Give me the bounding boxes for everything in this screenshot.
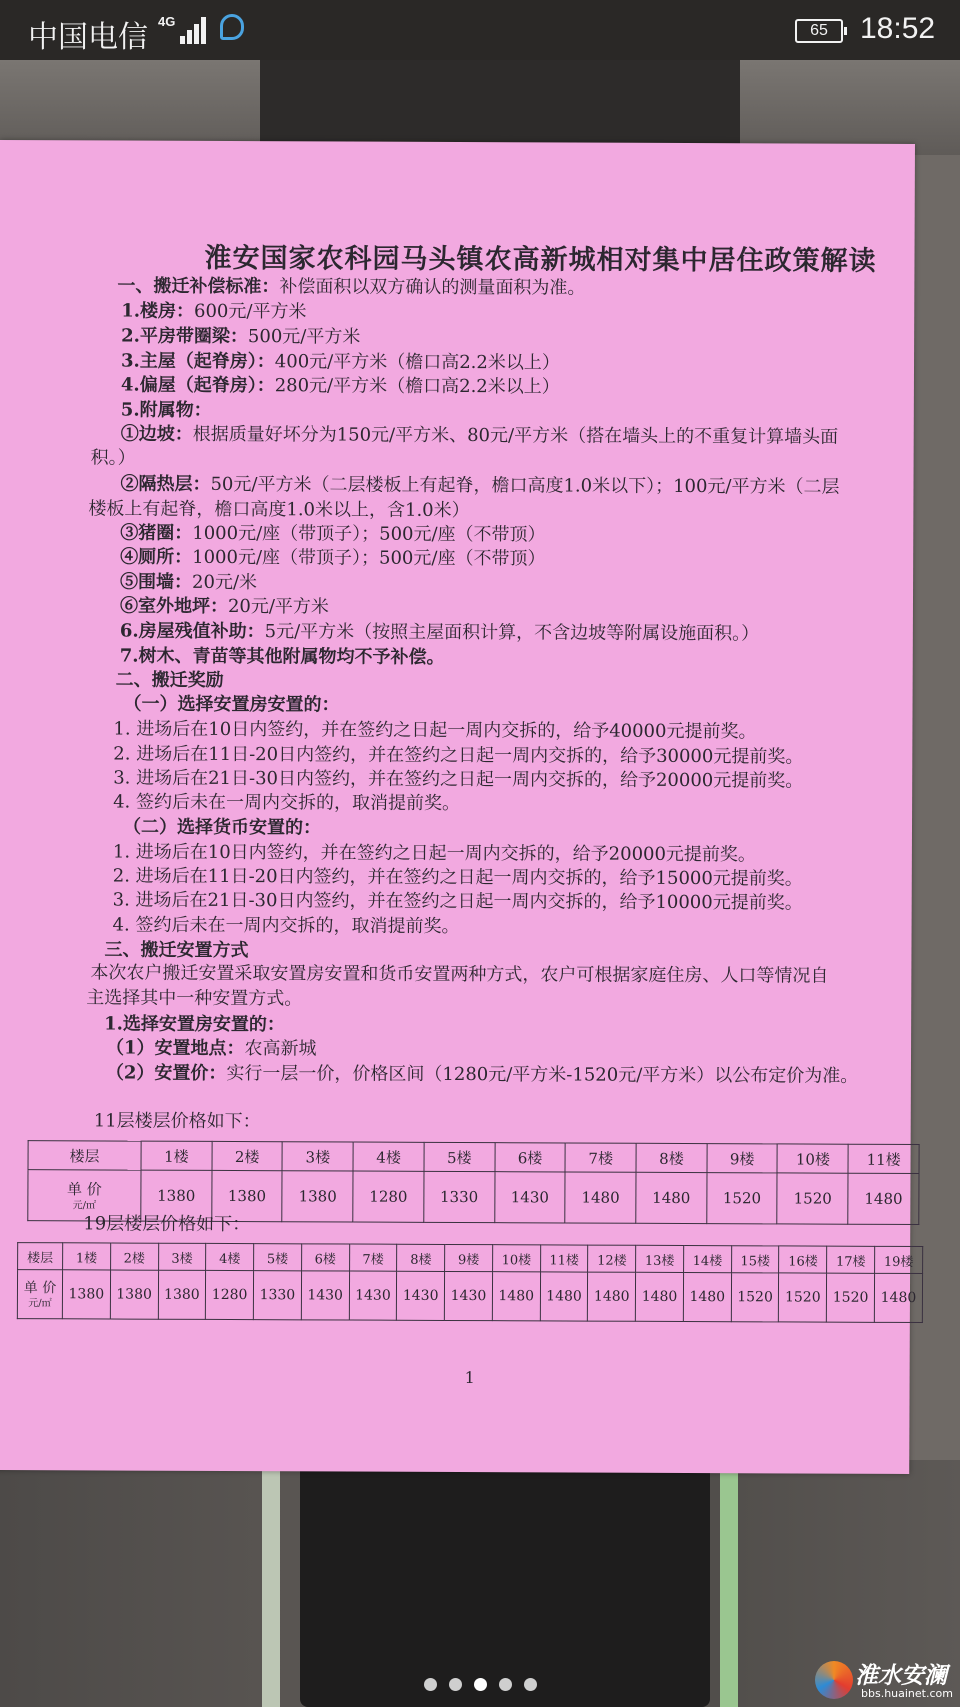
floor-cell: 8楼 (636, 1143, 707, 1172)
line-text: 5元/平方米（按照主屋面积计算，不含边坡等附属设施面积。） (264, 621, 760, 645)
chat-notification-icon (220, 14, 244, 40)
document-line (90, 962, 828, 987)
price-cell: 1330 (253, 1271, 301, 1320)
background-rail-left (262, 1462, 280, 1707)
line-heading: （2）安置价： (105, 1062, 227, 1084)
price-cell: 1520 (731, 1273, 779, 1322)
document-line (106, 1037, 317, 1060)
line-text: 3. 进场后在21日-30日内签约，并在签约之日起一周内交拆的，给予10000元提前奖。 (112, 889, 803, 914)
line-text: 3. 进场后在21日-30日内签约，并在签约之日起一周内交拆的，给予20000元提前奖。 (113, 767, 804, 792)
document-line (117, 276, 585, 300)
document-line (113, 914, 460, 938)
floor-cell: 5楼 (254, 1244, 302, 1271)
document-line (121, 375, 560, 399)
price-cell: 1480 (683, 1272, 731, 1321)
document-line (120, 474, 839, 499)
price-cell: 1520 (707, 1173, 778, 1224)
line-heading: （1）安置地点： (105, 1037, 245, 1060)
price-cell: 1430 (301, 1271, 349, 1320)
document-line (120, 596, 329, 619)
price-cell: 1520 (777, 1173, 848, 1224)
floor-cell: 7楼 (349, 1244, 397, 1271)
price-cell: 1480 (848, 1173, 919, 1224)
pager-dot[interactable] (449, 1678, 462, 1691)
floor-cell: 7楼 (565, 1143, 636, 1172)
floor-cell: 1楼 (141, 1141, 212, 1170)
price-cell: 1330 (424, 1171, 495, 1222)
floor-cell: 14楼 (684, 1245, 732, 1272)
floor-cell: 3楼 (158, 1243, 206, 1270)
line-text: 20元/米 (192, 571, 258, 594)
document-line (123, 694, 339, 717)
floor-cell: 1楼 (63, 1243, 111, 1270)
background-rail-right (720, 1462, 738, 1707)
price-cell: 1380 (62, 1270, 110, 1319)
line-heading: 3.主屋（起脊房）： (120, 350, 275, 373)
price-unit: 元/㎡ (72, 1199, 97, 1211)
document-line (113, 841, 756, 866)
line-text: 楼板上有起脊，檐口高度1.0米以上，含1.0米） (88, 498, 470, 522)
line-heading: ④厕所： (120, 546, 193, 568)
pager-dot[interactable] (499, 1678, 512, 1691)
document-line (104, 1013, 285, 1036)
line-text: 2. 进场后在11日-20日内签约，并在签约之日起一周内交拆的，给予15000元提前奖。 (112, 865, 803, 890)
clock: 18:52 (860, 12, 936, 45)
document-line (113, 744, 803, 769)
document-line (88, 498, 469, 522)
line-heading: 2.平房带圈梁： (121, 325, 248, 348)
floor-cell: 4楼 (206, 1243, 254, 1270)
line-heading: （一）选择安置房安置的： (123, 693, 340, 716)
floor-cell: 15楼 (731, 1246, 779, 1273)
line-text: 本次农户搬迁安置采取安置房安置和货币安置两种方式，农户可根据家庭住房、人口等情况自 (90, 962, 829, 987)
line-heading: 7.树木、青苗等其他附属物均不予补偿。 (119, 645, 445, 668)
pager-dot[interactable] (474, 1678, 487, 1691)
document-line (120, 646, 445, 669)
line-heading: 4.偏屋（起脊房）： (120, 374, 275, 397)
document-line (104, 939, 248, 962)
document-line (113, 889, 803, 914)
floor-cell: 6楼 (301, 1244, 349, 1271)
document-line (116, 670, 224, 692)
line-heading: 一、搬迁补偿标准： (117, 275, 280, 298)
price-cell: 1480 (636, 1272, 684, 1321)
carrier-name: 中国电信 (28, 21, 148, 54)
line-text: 1. 进场后在10日内签约，并在签约之日起一周内交拆的，给予40000元提前奖。 (113, 718, 757, 743)
floor-cell: 9楼 (707, 1144, 778, 1173)
floor-cell: 16楼 (779, 1246, 827, 1273)
floor-cell: 19楼 (875, 1246, 923, 1273)
floor-cell: 17楼 (827, 1246, 875, 1273)
price-cell: 1480 (588, 1272, 636, 1321)
pager-dot[interactable] (524, 1678, 537, 1691)
price-cell: 1430 (397, 1271, 445, 1320)
line-text: 2. 进场后在11日-20日内签约，并在签约之日起一周内交拆的，给予30000元提前奖。 (113, 743, 804, 768)
price-cell: 1480 (874, 1273, 922, 1322)
price-cell: 1480 (565, 1172, 636, 1223)
line-heading: ②隔热层： (120, 473, 211, 495)
watermark-url: bbs.huainet.com (861, 1687, 953, 1700)
forum-logo-icon (815, 1661, 853, 1699)
price-cell: 1480 (540, 1272, 588, 1321)
document-line (86, 987, 302, 1010)
background-object (260, 60, 740, 150)
table19-caption: 19层楼层价格如下： (83, 1213, 251, 1236)
floor-cell: 11楼 (848, 1144, 919, 1173)
price-cell: 1280 (353, 1171, 424, 1222)
document-line (113, 791, 460, 815)
line-text: 农高新城 (244, 1038, 317, 1060)
network-type: 4G (158, 14, 176, 29)
line-heading: 5.附属物： (120, 399, 212, 421)
line-heading: 1.楼房： (121, 300, 195, 322)
line-heading: 三、搬迁安置方式 (104, 939, 249, 962)
price-label: 单 价 (66, 1179, 102, 1198)
line-text: 4. 签约后未在一周内交拆的，取消提前奖。 (112, 914, 460, 938)
watermark (815, 1657, 955, 1705)
line-text: 1. 进场后在10日内签约，并在签约之日起一周内交拆的，给予20000元提前奖。 (112, 841, 756, 866)
document-line (120, 572, 257, 595)
floor-cell: 5楼 (424, 1142, 495, 1171)
document-title: 淮安国家农科园马头镇农高新城相对集中居住政策解读 (204, 242, 877, 277)
floor-cell: 13楼 (636, 1245, 684, 1272)
line-text: 实行一层一价，价格区间（1280元/平方米-1520元/平方米）以公布定价为准。 (226, 1062, 859, 1087)
price-cell: 1430 (494, 1172, 565, 1223)
line-heading: ③猪圈： (120, 522, 193, 544)
line-text: 20元/平方米 (227, 595, 329, 618)
price-table-19-floors (17, 1242, 923, 1323)
line-text: 1000元/座（带顶子）；500元/座（不带顶） (192, 546, 546, 570)
price-cell: 1380 (282, 1171, 353, 1222)
price-cell: 1430 (349, 1271, 397, 1320)
floor-cell: 9楼 (445, 1244, 493, 1271)
line-text: 根据质量好坏分为150元/平方米、80元/平方米（搭在墙头上的不重复计算墙头面 (192, 423, 839, 448)
floor-cell: 10楼 (492, 1245, 540, 1272)
document-line (120, 523, 545, 547)
line-text: 4. 签约后未在一周内交拆的，取消提前奖。 (113, 791, 461, 815)
price-cell: 1430 (444, 1271, 492, 1320)
document-line (113, 768, 803, 793)
floor-cell: 4楼 (353, 1142, 424, 1171)
floor-cell: 6楼 (495, 1143, 566, 1172)
line-text: 积。） (90, 447, 136, 469)
document-line (113, 719, 756, 744)
price-cell: 1380 (141, 1170, 212, 1221)
price-cell: 1480 (636, 1172, 707, 1223)
line-heading: （二）选择货币安置的： (122, 816, 322, 839)
price-cell: 1520 (827, 1273, 875, 1322)
table11-caption: 11层楼层价格如下： (93, 1110, 261, 1133)
line-text: 1000元/座（带顶子）；500元/座（不带顶） (192, 522, 546, 546)
line-text: 主选择其中一种安置方式。 (86, 987, 303, 1010)
price-cell: 1480 (492, 1272, 540, 1321)
page-number: 1 (464, 1368, 475, 1388)
line-text: 500元/平方米 (247, 326, 361, 348)
image-pager[interactable] (424, 1676, 549, 1690)
line-text: 补偿面积以双方确认的测量面积为准。 (279, 276, 586, 299)
floor-cell: 8楼 (397, 1244, 445, 1271)
document-line (121, 301, 306, 324)
table-row-label (17, 1270, 62, 1319)
line-heading: 1.选择安置房安置的： (104, 1013, 285, 1036)
table-header-label: 楼层 (18, 1243, 63, 1270)
document-line (121, 351, 560, 375)
document-line (120, 621, 759, 646)
floor-cell: 12楼 (588, 1245, 636, 1272)
line-text: 400元/平方米（檐口高2.2米以上） (274, 351, 560, 374)
line-heading: ⑥室外地坪： (119, 595, 229, 617)
price-unit: 元/㎡ (28, 1298, 52, 1310)
document-line (113, 865, 803, 890)
line-heading: ⑤围墙： (120, 571, 193, 593)
document-line (106, 1062, 858, 1087)
battery-icon (795, 19, 843, 43)
price-cell: 1380 (212, 1170, 283, 1221)
document-page (0, 140, 915, 1474)
watermark-name: 淮水安澜 (855, 1663, 947, 1689)
floor-cell: 11楼 (540, 1245, 588, 1272)
floor-cell: 3楼 (282, 1142, 353, 1171)
line-text: 280元/平方米（檐口高2.2米以上） (274, 375, 560, 398)
line-heading: 二、搬迁奖励 (115, 669, 224, 691)
price-label: 单 价 (23, 1280, 57, 1297)
price-table-11-floors (27, 1140, 919, 1225)
line-text: 50元/平方米（二层楼板上有起脊，檐口高度1.0米以下）；100元/平方米（二层 (210, 473, 840, 498)
document-line (91, 447, 136, 469)
price-cell: 1280 (206, 1270, 254, 1319)
price-cell: 1520 (779, 1273, 827, 1322)
price-cell: 1380 (158, 1270, 206, 1319)
price-cell: 1380 (110, 1270, 158, 1319)
floor-cell: 10楼 (777, 1144, 848, 1173)
line-heading: 6.房屋残值补助： (119, 620, 265, 643)
line-heading: ①边坡： (120, 423, 193, 445)
document-line (121, 326, 360, 349)
signal-icon (180, 16, 210, 44)
background-seat (300, 1462, 710, 1707)
document-line (120, 547, 545, 571)
document-line (121, 424, 838, 449)
line-text: 600元/平方米 (194, 300, 307, 323)
document-line (123, 817, 321, 840)
document-line (121, 400, 212, 422)
battery-level: 65 (810, 22, 828, 39)
status-bar (0, 0, 960, 60)
pager-dot[interactable] (424, 1678, 437, 1691)
floor-cell: 2楼 (110, 1243, 158, 1270)
floor-cell: 2楼 (212, 1141, 283, 1170)
table-header-label: 楼层 (28, 1141, 141, 1170)
